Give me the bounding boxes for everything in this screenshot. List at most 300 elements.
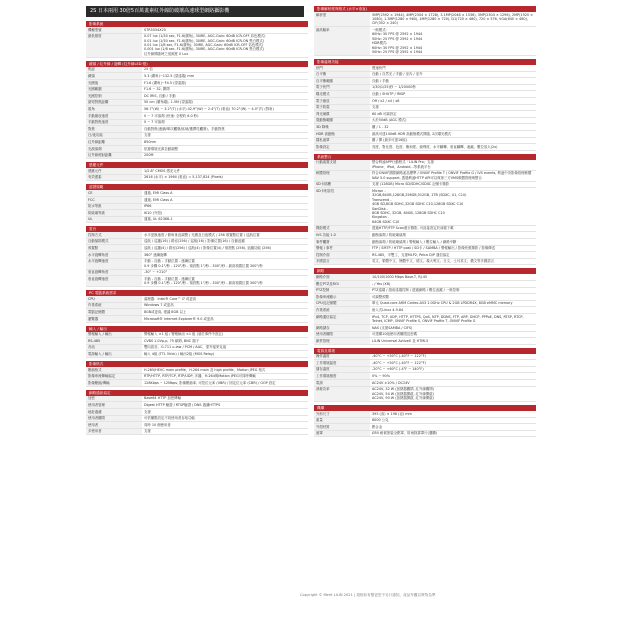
spec-value: RS-485，半雙工，支援MLP2, Pelco D/P 通信協定 bbox=[372, 252, 450, 257]
spec-label: 警報 / 事件 bbox=[314, 246, 370, 252]
spec-value: 1/30(1/25)秒 ~ 1/20000秒 bbox=[372, 85, 416, 90]
spec-value: 50 cm (廣角端), 1.5M (望遠端) bbox=[144, 100, 193, 105]
spec-row bbox=[86, 345, 308, 352]
spec-label: 作業系統 bbox=[86, 303, 142, 309]
spec-row bbox=[86, 380, 308, 387]
spec-row bbox=[314, 12, 536, 27]
spec-label: 3D 降噪 bbox=[314, 124, 370, 130]
spec-value: 自動 / 自然光 / 手動 / 室內 / 室外 bbox=[372, 72, 423, 77]
spec-label: 工作環境溫度 bbox=[314, 360, 370, 366]
spec-row bbox=[314, 373, 536, 380]
section-heading: 系統整合 bbox=[314, 154, 536, 160]
spec-label: 光圈範圍 bbox=[86, 87, 142, 93]
spec-row bbox=[314, 325, 536, 332]
spec-label: CE bbox=[86, 190, 142, 196]
spec-row bbox=[86, 402, 308, 409]
spec-value: 5.3 (廣角)~132.5 (望遠端) mm bbox=[144, 74, 195, 78]
spec-value: 通過, UL 62368-1 bbox=[144, 217, 173, 222]
spec-value: 雙向語音，G.711 u-law / PCM / AAC，需外接麥克風 bbox=[144, 345, 227, 350]
spec-label: 電子快門 bbox=[314, 85, 370, 91]
spec-value: 25 倍 bbox=[144, 67, 153, 72]
spec-label: 防破壞等級 bbox=[86, 210, 142, 216]
spec-row bbox=[86, 106, 308, 113]
spec-row bbox=[86, 153, 308, 160]
spec-row bbox=[86, 34, 308, 58]
spec-row bbox=[314, 105, 536, 112]
spec-label: 行動裝置支援 bbox=[314, 160, 370, 170]
spec-label: 軟體管理 bbox=[314, 171, 370, 181]
section-heading: 感應元件 bbox=[86, 162, 308, 168]
spec-label: 電源輸入 / 輸出 bbox=[86, 351, 142, 357]
spec-value: 10/100/1000 Mbps Base-T, RJ-45 bbox=[372, 274, 428, 279]
spec-label: 機種型號 bbox=[86, 27, 142, 33]
spec-label: 日/夜功能 bbox=[86, 133, 142, 139]
spec-label: 使用者權限 bbox=[86, 416, 142, 422]
spec-label: 控制介面 bbox=[314, 252, 370, 258]
spec-value: 支援 bbox=[144, 133, 151, 138]
spec-value: 手動 - 自動 - 手動位置 - 連續位置 0.9 步驟 0.1°/秒 - 120°/秒 - 預設點 1°/秒 - 300°/秒 - 最高預置位置 300°/秒 bbox=[144, 259, 263, 268]
spec-label: 白平衡 bbox=[314, 72, 370, 78]
spec-value: 自動對焦(連續/單次觸發/區域/選擇性觸發)，手動對焦 bbox=[144, 126, 225, 131]
spec-row bbox=[314, 239, 536, 246]
spec-label: 外形尺寸 bbox=[314, 411, 370, 417]
section-heading: 影像格式 bbox=[86, 361, 308, 367]
spec-row bbox=[314, 367, 536, 374]
spec-row bbox=[86, 270, 308, 277]
spec-row bbox=[86, 309, 308, 316]
spec-label: 多國語言 bbox=[314, 259, 370, 265]
spec-label: SD卡相容性 bbox=[314, 188, 370, 224]
spec-value: FTP / SMTP / HTTP post / SD卡 / SAMBA / 警報輸出 / 影像快照錄影 / 影像傳送 bbox=[372, 246, 496, 251]
spec-row bbox=[314, 160, 536, 171]
spec-value: 符合ONVIF國際網路產品標準 / ONVIF Profile T / ONVIF Profile G / IVS events, 利凌中央影像管理軟體NAV 5.0 support, 透過利凌HTTP API可以與第三方VMS軟體管理與整合 bbox=[372, 171, 532, 180]
spec-value: 2616 (水平) × 1964 (垂直) = 5,137,824 (Pixels) bbox=[144, 175, 223, 180]
spec-row bbox=[314, 65, 536, 72]
spec-row bbox=[314, 301, 536, 308]
spec-row bbox=[86, 113, 308, 120]
right-spec-column bbox=[314, 6, 536, 440]
spec-label: 網路儲存 bbox=[314, 325, 370, 331]
spec-row bbox=[86, 416, 308, 423]
spec-value: 處理器：Intel® Core™ i7 或更高 bbox=[144, 296, 197, 301]
spec-value: 支援 bbox=[372, 105, 379, 110]
section-heading: 輸入 / 輸出 bbox=[86, 326, 308, 332]
spec-row bbox=[314, 171, 536, 182]
spec-label: 防水等級 bbox=[86, 204, 142, 210]
spec-row bbox=[314, 78, 536, 85]
spec-label: 自動掃描模式 bbox=[86, 239, 142, 245]
spec-label: CPU bbox=[86, 296, 142, 302]
spec-row bbox=[314, 288, 536, 295]
spec-value: 0.07 lux (1/30 sec, F1.6(廣角), 30IRE, AGC-Gain: 60dB ICR-OFF 彩色模式) 0.01 lux (1/30 sec, F1.6(廣角), 30IRE, AGC-Gain: 60dB ICR-ON 黑白模式) 0.01 lux (1/8 sec, F1.6(廣角), 30IRE, AGC-Gain: 60dB ICR-OFF 彩色模式) 0.001 lux (1/8 sec, F1.6(廣角), 30IRE, AGC-Gain: 60dB ICR-ON 黑白模式) 紅外線開啟時之低照度 0 Lux bbox=[144, 34, 266, 56]
spec-row bbox=[86, 396, 308, 403]
spec-row bbox=[314, 91, 536, 98]
section-heading: 網路 bbox=[314, 268, 536, 274]
spec-value: -40°C ~ +50°C (-40°F ~ 122°F) bbox=[372, 354, 426, 359]
spec-section bbox=[86, 290, 308, 322]
spec-value: -30° ~ +210° bbox=[144, 270, 168, 275]
spec-label: 操作溫度 bbox=[314, 354, 370, 360]
spec-label: PTZ控制 bbox=[314, 288, 370, 294]
spec-value: 0% ~ 90% bbox=[372, 374, 390, 379]
spec-row bbox=[314, 332, 536, 339]
spec-label: 光源偵測 bbox=[86, 146, 142, 152]
spec-section bbox=[314, 6, 536, 56]
spec-row bbox=[314, 387, 536, 402]
spec-label: 數位PTZ及ROI bbox=[314, 281, 370, 287]
spec-value: 同時 10 個使用者 bbox=[144, 422, 171, 427]
spec-value: 關 / 1 - 32 bbox=[372, 124, 389, 129]
spec-value: 60 dB 可調設定 bbox=[372, 111, 397, 116]
section-heading: 鏡頭 / 紅外線 / 旋轉 (紅外線LED 燈) bbox=[86, 61, 308, 67]
spec-value: 依據環境光源自動調整 bbox=[144, 146, 178, 151]
spec-value: 5MP(2592 × 1944), 4MP(2304 × 1728), 3.1MP(2048 × 1536), 3MP(2304 × 1296), 2MP(1920 × 1080), 1.3MP(1280 × 960), 1MP(1280 × 720), D1(720 × 480), 720 × 576, VGA(640 × 480), CIF(352 × 240) bbox=[372, 12, 533, 26]
spec-value: 英文、繁體中文、簡體中文、德文、義大利文、日文、土耳其文、俄文等多國語言 bbox=[372, 259, 495, 264]
spec-row bbox=[86, 120, 308, 127]
spec-value: 通過, EMI Class A bbox=[144, 197, 173, 202]
spec-label: 網路介面 bbox=[314, 274, 370, 280]
spec-label: 預置點 bbox=[86, 245, 142, 251]
spec-value: -40°C ~ +50°C (-40°F ~ 122°F) bbox=[372, 360, 426, 365]
spec-row bbox=[314, 281, 536, 288]
spec-row bbox=[314, 360, 536, 367]
spec-label: 感應元件 bbox=[86, 168, 142, 174]
spec-label: 音訊 bbox=[86, 345, 142, 351]
spec-value: Microsoft® Internet Explorer® 9.0 或更高 bbox=[144, 316, 214, 321]
spec-value: 200M bbox=[144, 153, 154, 158]
spec-row bbox=[314, 424, 536, 431]
spec-value: 最高可達140dB HDR 高動態模式開啟, 2次曝光模式 bbox=[372, 131, 452, 136]
spec-value: 可調整預覽 bbox=[372, 294, 389, 299]
spec-section bbox=[86, 184, 308, 223]
spec-section bbox=[314, 405, 536, 437]
spec-label: 瀏覽器 bbox=[86, 316, 142, 322]
spec-label: 使用者權限 bbox=[314, 332, 370, 338]
spec-value: 輸入 4組 (TTL 5Vdc) / 輸出2組 (MOS Relay) bbox=[144, 352, 215, 356]
spec-value: 警報輸入 ×1 組 / 警報輸出 ×1 組 (須於事件中設定) bbox=[144, 332, 223, 337]
spec-row bbox=[86, 204, 308, 211]
spec-value: 大於50dB (AGC 模式) bbox=[372, 118, 407, 123]
spec-label: 地址過濾 bbox=[86, 409, 142, 415]
spec-row bbox=[314, 182, 536, 189]
spec-row bbox=[314, 138, 536, 145]
spec-row bbox=[86, 276, 308, 287]
spec-row bbox=[314, 354, 536, 361]
spec-label: IVS 功能 1.0 bbox=[314, 232, 370, 238]
spec-value: IPv4, TCP, UDP, HTTP, HTTPS, QoS, NTP, DDNS, FTP, ARP, DHCP, PPPoE, DNS, RTSP, RTCP, Telnet, ICMP, ONVIF Profile S, ONVIF Profile T, ONVIF Profile G bbox=[372, 314, 524, 323]
spec-row bbox=[86, 245, 308, 252]
spec-label: UL bbox=[86, 217, 142, 223]
spec-row bbox=[86, 367, 308, 374]
spec-row bbox=[314, 85, 536, 92]
spec-value: F1.6 (廣角)~F4.5 (望遠端) bbox=[144, 80, 186, 85]
spec-section bbox=[314, 268, 536, 344]
spec-label: 消耗功率 bbox=[314, 387, 370, 401]
spec-value: 0 ~ 7 可偵測 (快速: 全程約 6.0 秒) bbox=[144, 113, 199, 118]
spec-row bbox=[86, 296, 308, 303]
spec-label: 工作環境濕度 bbox=[314, 373, 370, 379]
spec-row bbox=[86, 100, 308, 107]
spec-row bbox=[314, 144, 536, 151]
spec-row bbox=[86, 93, 308, 100]
spec-value: CVBS 1.0Vp-p, 75 歐姆, BNC 端子 bbox=[144, 338, 199, 343]
spec-value: 自動 / SHUTP / IRISP bbox=[372, 92, 406, 96]
spec-value: F1.6 ~ 32, 開閉 bbox=[144, 87, 170, 92]
spec-row bbox=[86, 303, 308, 310]
spec-value: 0 ~ 7 可偵測 bbox=[144, 120, 165, 125]
spec-row bbox=[86, 168, 308, 175]
left-spec-column bbox=[86, 21, 308, 438]
spec-row bbox=[86, 80, 308, 87]
spec-value: 支援 bbox=[144, 409, 151, 414]
spec-value: Micron - 32GB,64GB,128GB,256GB,512GB, 1TB (SDXC, U1, C10) Transcend - 4GB SD,8GB SDHC,32GB SDHC C10,128GB SDXC C10 SanDisk - 8GB SDHC, 32GB, 64GB, 128GB SDHC C10 Kingston - 64GB SDXC C10 bbox=[372, 188, 467, 224]
spec-row bbox=[86, 175, 308, 182]
spec-row bbox=[314, 124, 536, 131]
spec-row bbox=[314, 431, 536, 438]
spec-value: 1/2.8" CMOS 感光元件 bbox=[144, 168, 181, 173]
spec-value: Windows 7 或更高 bbox=[144, 303, 174, 308]
spec-label: 使用者管理 bbox=[86, 402, 142, 408]
spec-value: 整合利凌APP行動程式「LILIN Pro」支援 iPhone、iPad、Android…等系統平台 bbox=[372, 160, 434, 169]
spec-label: CPU及記憶體 bbox=[314, 301, 370, 307]
spec-value: NAS (支援SAMBA / CIFS) bbox=[372, 325, 413, 330]
spec-label: 最低照度 bbox=[86, 34, 142, 57]
spec-row bbox=[314, 252, 536, 259]
copyright-footer: Copyright © Merit LILIN 2021 | 規格如有變更恕不另行通知，產品外觀以實物為準 bbox=[300, 593, 436, 597]
spec-value: 自動 / 手動 bbox=[372, 78, 389, 83]
spec-label: 影像串流傳輸協定 bbox=[86, 374, 142, 380]
spec-value: Off / x2 / x4 / x8 bbox=[372, 98, 400, 103]
spec-value: 850nm bbox=[144, 139, 156, 144]
spec-section bbox=[86, 21, 308, 58]
spec-section bbox=[86, 162, 308, 181]
spec-value: H.265/HEVC main profile、H.264 main 及 high profile、Motion JPEG 格式 bbox=[144, 367, 266, 372]
spec-row bbox=[314, 338, 536, 345]
spec-label: 影像串流顯示 bbox=[314, 294, 370, 300]
spec-label: RS-485 bbox=[86, 338, 142, 344]
spec-value: Digest HTTP 驗證 / RTSP驗證 / DNS 過濾HTTPS bbox=[144, 402, 221, 407]
spec-row bbox=[86, 210, 308, 217]
spec-row bbox=[86, 316, 308, 323]
spec-label: HDR 高動態 bbox=[314, 131, 370, 137]
spec-row bbox=[86, 217, 308, 224]
spec-value: 可建構10組使用者權限及密碼 bbox=[372, 332, 418, 337]
spec-row bbox=[314, 418, 536, 425]
spec-label: 焦距 bbox=[86, 67, 142, 73]
spec-value: DC IRIS, 自動 / 手動 bbox=[144, 93, 176, 98]
spec-row bbox=[314, 307, 536, 314]
spec-value: 支援 (128GB) Micro SD/SDHC/SDXC 記憶卡錄影 bbox=[372, 182, 450, 187]
spec-row bbox=[314, 411, 536, 418]
spec-label: 垂直旋轉角度 bbox=[86, 270, 142, 276]
spec-row bbox=[314, 226, 536, 233]
spec-row bbox=[314, 131, 536, 138]
spec-section bbox=[86, 226, 308, 287]
spec-label: 事件觸發 bbox=[314, 239, 370, 245]
spec-row bbox=[86, 133, 308, 140]
spec-value: 6000 公克 bbox=[372, 418, 389, 423]
spec-value: 通過, EMI Class A bbox=[144, 190, 173, 195]
section-heading: 網路通訊協定 bbox=[86, 390, 308, 396]
document-title: 2S 日本兩用 30倍5百萬畫素紅外線防破壞高速球型網路攝影機 bbox=[86, 6, 304, 17]
spec-label: 視角 bbox=[86, 106, 142, 112]
spec-label: 控制方式 bbox=[86, 232, 142, 238]
spec-row bbox=[86, 422, 308, 429]
spec-row bbox=[86, 429, 308, 436]
spec-label: 光圈控制 bbox=[86, 93, 142, 99]
spec-value: AC24V, 32 W (加熱器關閉, 紅外線關閉) AC24V, 54 W (加熱器開啟, 紅外線開啟) AC24V, 90 W (加熱器開啟, 紅外線開啟) bbox=[372, 387, 434, 401]
spec-value: 8GB或更高, 建議 8GB 以上 bbox=[144, 310, 187, 315]
spec-row bbox=[86, 73, 308, 80]
spec-label: 解析度 bbox=[314, 12, 370, 26]
spec-label: 影像壓縮/傳輸 bbox=[86, 380, 142, 386]
spec-value: 巡航 / 巡邏(4) / 路徑(256) / 巡航(4) / 影像位置(4) / 預設點 (256), 追蹤功能 (256) bbox=[144, 246, 271, 251]
spec-label: 曝光模式 bbox=[314, 91, 370, 97]
spec-row bbox=[314, 188, 536, 225]
spec-label: 鏡頭 bbox=[86, 73, 142, 79]
spec-row bbox=[86, 67, 308, 74]
spec-row bbox=[86, 351, 308, 358]
spec-label: 電子防震 bbox=[314, 105, 370, 111]
spec-value: 動態偵測 / 防破壞偵測 bbox=[372, 232, 406, 237]
spec-label: 壓縮格式 bbox=[86, 367, 142, 373]
spec-label: 電腦記憶體 bbox=[86, 309, 142, 315]
spec-label: 水平旋轉速度 bbox=[86, 259, 142, 269]
spec-row bbox=[86, 232, 308, 239]
spec-value: 鋁合金 bbox=[372, 424, 383, 429]
spec-section bbox=[314, 59, 536, 151]
spec-label: 網路通信協定 bbox=[314, 314, 370, 324]
spec-value: 單元 Quad-core ARM Cortex-A53 1.0GHz CPU & 2GB LPDDR4X, 8GB eMMC memory bbox=[372, 301, 513, 306]
spec-label: 重量 bbox=[314, 418, 370, 424]
spec-value: LILIN Universal ActiveX 及 HTML5 bbox=[372, 338, 429, 343]
spec-row bbox=[314, 98, 536, 105]
spec-value: 可依權限設定不同使用者存取功能 bbox=[144, 416, 195, 421]
spec-label: 自平衡範圍 bbox=[314, 78, 370, 84]
spec-row bbox=[86, 332, 308, 339]
spec-value: Ø55 耐候塗裝全鋁罩，防雨除霧罩片(選購) bbox=[372, 431, 437, 436]
spec-value: -20°C ~ +60°C (-4°F ~ 140°F) bbox=[372, 367, 424, 372]
spec-value: 手動 - 自動 - 手動位置 - 連續位置 0.9 步驟 0.1°/秒 - 120°/秒 - 預設點 1°/秒 - 300°/秒 - 最高預置位置 300°/秒 bbox=[144, 276, 263, 286]
spec-label: 使用者 bbox=[86, 422, 142, 428]
spec-label: 網頁管理 bbox=[314, 338, 370, 344]
section-heading: 認證規範 bbox=[86, 184, 308, 190]
spec-row bbox=[314, 314, 536, 325]
spec-label: 垂直旋轉速度 bbox=[86, 276, 142, 286]
spec-label: SD卡插槽 bbox=[314, 182, 370, 188]
spec-value: IP66 bbox=[144, 204, 152, 209]
section-heading: 影像系統 bbox=[86, 21, 308, 27]
section-heading: 電源及環境 bbox=[314, 348, 536, 354]
spec-value: RTP/HTTP, RTP/TCP, RTP/UDP, 多播、H.264與Motion JPEG可同時傳輸 bbox=[144, 374, 256, 379]
spec-value: 透過HTTP/FTP Scan進行錄影, 可直接設定於前端下載 bbox=[372, 226, 454, 231]
spec-value: 395 (高) × 198 (徑) mm bbox=[372, 411, 412, 416]
spec-value: 動態偵測 / 防破壞偵測 / 警報輸入 / 數位輸入 / 網路中斷 bbox=[372, 239, 457, 244]
spec-value: 慢速快門 bbox=[372, 65, 386, 70]
section-heading: PC 電腦系統需求 bbox=[86, 290, 308, 296]
spec-label: FCC bbox=[86, 197, 142, 203]
spec-value: Base64 HTTP 加密傳輸 bbox=[144, 396, 181, 401]
spec-label: 最短對焦距離 bbox=[86, 100, 142, 106]
spec-value: 支援 bbox=[144, 429, 151, 434]
spec-value: 關 / 開 (最多可達16區) bbox=[372, 138, 408, 143]
spec-value: - / Yes (X8) bbox=[372, 281, 391, 286]
spec-value: 一般模式: 60Hz: 30 FPS @ 2592 × 1944 50Hz: 25 FPS @ 2592 × 1944 HDR模式: 60Hz: 30 FPS @ 2592 × 1944 50Hz: 25 FPS @ 2592 × 1944 bbox=[372, 28, 423, 55]
spec-label: 光圈值 bbox=[86, 80, 142, 86]
spec-label: 手動對焦速度 bbox=[86, 120, 142, 126]
spec-section bbox=[314, 348, 536, 402]
spec-row bbox=[86, 139, 308, 146]
spec-row bbox=[86, 374, 308, 381]
spec-section bbox=[86, 326, 308, 358]
spec-row bbox=[314, 72, 536, 79]
spec-label: 紅外線照射距離 bbox=[86, 153, 142, 159]
spec-label: 作業系統 bbox=[314, 307, 370, 313]
spec-row bbox=[86, 259, 308, 270]
spec-label: 有效畫素 bbox=[86, 175, 142, 181]
spec-label: 手動縮放速度 bbox=[86, 113, 142, 119]
spec-value: AC24V ±10% / DC24V bbox=[372, 380, 410, 385]
spec-value: 128Kbps ~ 12Mbps, 影像壓縮率, 可控位元率 (VBR) / 固定位元率 (CBR) / GOP 設定 bbox=[144, 380, 276, 385]
section-heading: 雲台 bbox=[86, 226, 308, 232]
spec-value: IK10 (外殼) bbox=[144, 210, 163, 215]
spec-label: 最高幀率 bbox=[314, 27, 370, 55]
spec-label: 遮罩 bbox=[314, 431, 370, 437]
spec-row bbox=[86, 126, 308, 133]
spec-row bbox=[314, 111, 536, 118]
spec-label: 外殼材質 bbox=[314, 424, 370, 430]
spec-section bbox=[314, 154, 536, 266]
spec-row bbox=[314, 27, 536, 56]
spec-label: 快門 bbox=[314, 65, 370, 71]
spec-section bbox=[86, 61, 308, 159]
spec-value: 嵌入式Linux 4.9.84 bbox=[372, 307, 404, 312]
spec-value: 巡航 / 巡邏(16) / 路徑(256) / 巡航(16) / 影像位置(16) / 自動追蹤 bbox=[144, 239, 245, 244]
spec-value: 亮度、對比度、色度、飽和度、銳利度、水平翻轉、垂直翻轉、遮蔽、數位放大(2x) bbox=[372, 144, 498, 149]
spec-label: 多使用者 bbox=[86, 429, 142, 435]
spec-label: 寬動態範圍 bbox=[314, 118, 370, 124]
spec-label: 警報輸入 / 輸出 bbox=[86, 332, 142, 338]
spec-label: 電源 bbox=[314, 380, 370, 386]
spec-row bbox=[86, 27, 308, 34]
spec-value: 56.7°(W) ~ 3.2°(T) (水平) 42.9°(W) ~ 2.4°(T) (垂直) 70.2°(W) ~ 4.0°(T) (對角) bbox=[144, 106, 274, 111]
section-heading: 影像解析度與格式 (水平×垂直) bbox=[314, 6, 536, 12]
spec-row bbox=[314, 274, 536, 281]
spec-row bbox=[86, 409, 308, 416]
spec-row bbox=[86, 338, 308, 345]
spec-label: 儲存溫度 bbox=[314, 367, 370, 373]
spec-label: 水平旋轉角度 bbox=[86, 252, 142, 258]
spec-label: 對焦 bbox=[86, 126, 142, 132]
spec-row bbox=[86, 190, 308, 197]
spec-label: 加密 bbox=[86, 396, 142, 402]
spec-row bbox=[314, 232, 536, 239]
spec-value: 水平更換速度 / 俯角垂直調整 / 光圈及日夜模式 / 256 預置點位置 / 巡航位置 bbox=[144, 232, 260, 237]
spec-row bbox=[86, 252, 308, 259]
spec-row bbox=[86, 146, 308, 153]
spec-section bbox=[86, 361, 308, 387]
spec-row bbox=[314, 118, 536, 125]
spec-section bbox=[86, 390, 308, 436]
spec-label: 影像設定 bbox=[314, 144, 370, 150]
spec-row bbox=[314, 246, 536, 253]
spec-label: 錄影模式 bbox=[314, 226, 370, 232]
spec-row bbox=[314, 259, 536, 266]
spec-value: 360° 連續旋轉 bbox=[144, 252, 167, 257]
spec-value: PTZ遠端 / 超前遠端控制 / 透過網路 / 數位追蹤 / 一般控制 bbox=[372, 288, 460, 293]
spec-label: 電子縮放 bbox=[314, 98, 370, 104]
spec-label: 隱私遮罩 bbox=[314, 138, 370, 144]
